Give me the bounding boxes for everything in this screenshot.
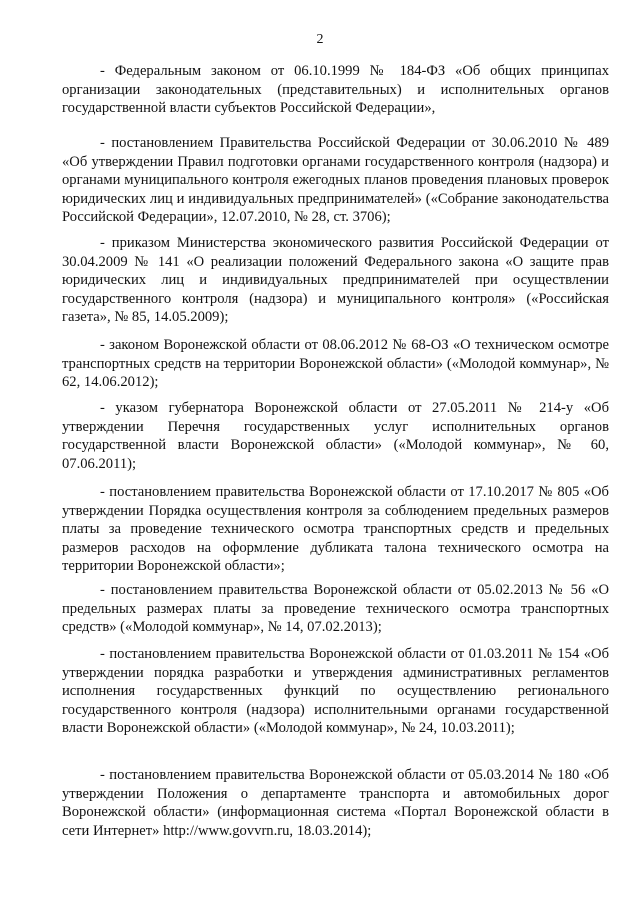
- legal-reference-item: - постановлением Правительства Российской Федерации от 30.06.2010 № 489 «Об утверждении Правил подготовки органами государственного контроля (надзора) и органами муниципального контроля ежегодных планов проведения плановых проверок юридических лиц и индивидуальных предпринимателей» («Собрание законодательства Российской Федерации», 12.07.2010, № 28, ст. 3706);: [62, 135, 609, 226]
- legal-reference-item: - постановлением правительства Воронежской области от 05.03.2014 № 180 «Об утверждении Положения о департаменте транспорта и автомобильных дорог Воронежской области» (информационная система «Портал Воронежской области в сети Интернет» http://www.govvrn.ru, 18.03.2014);: [62, 767, 609, 839]
- legal-reference-item: - постановлением правительства Воронежской области от 17.10.2017 № 805 «Об утверждении Порядка осуществления контроля за соблюдением предельных размеров платы за проведение технического осмотра транспортных средств и предельных размеров расходов на оформление дубликата талона технического осмотра на территории Воронежской области»;: [62, 484, 609, 575]
- legal-reference-item: - приказом Министерства экономического развития Российской Федерации от 30.04.2009 № 141 «О реализации положений Федерального закона «О защите прав юридических лиц и индивидуальных предпринимателей при осуществлении государственного контроля (надзора) и муниципального контроля» («Российская газета», № 85, 14.05.2009);: [62, 235, 609, 326]
- page-number: 2: [316, 32, 324, 47]
- legal-reference-item: - постановлением правительства Воронежской области от 05.02.2013 № 56 «О предельных размерах платы за проведение технического осмотра транспортных средств» («Молодой коммунар», № 14, 07.02.2013);: [62, 582, 609, 636]
- legal-reference-item: - постановлением правительства Воронежской области от 01.03.2011 № 154 «Об утверждении порядка разработки и утверждения административных регламентов исполнения государственных функций по осуществлению регионального государственного контроля (надзора) исполнительными органами государственной власти Воронежской области» («Молодой коммунар», № 24, 10.03.2011);: [62, 646, 609, 737]
- legal-reference-item: - законом Воронежской области от 08.06.2012 № 68-ОЗ «О техническом осмотре транспортных средств на территории Воронежской области» («Молодой коммунар», № 62, 14.06.2012);: [62, 337, 609, 391]
- legal-reference-item: - указом губернатора Воронежской области от 27.05.2011 № 214-у «Об утверждении Перечня государственных услуг исполнительных органов государственной власти Воронежской области» («Молодой коммунар», № 60, 07.06.2011);: [62, 400, 609, 472]
- legal-reference-item: - Федеральным законом от 06.10.1999 № 184-ФЗ «Об общих принципах организации законодательных (представительных) и исполнительных органов государственной власти субъектов Российской Федерации»,: [62, 63, 609, 117]
